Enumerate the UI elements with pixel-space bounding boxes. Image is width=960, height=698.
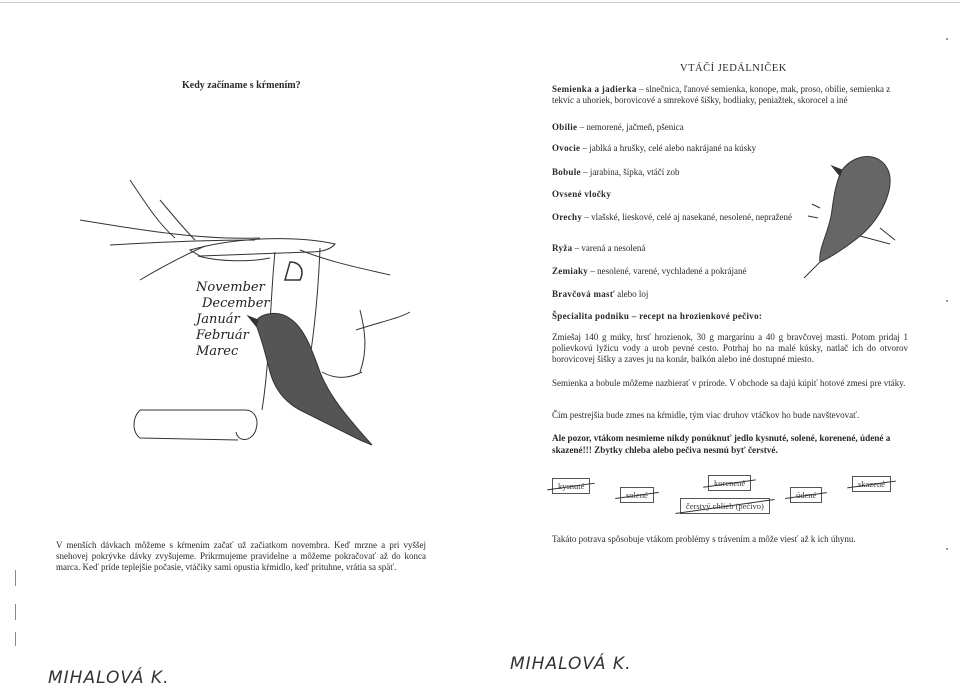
left-signature: MIHALOVÁ K. <box>48 668 170 688</box>
food-desc: alebo loj <box>614 289 649 299</box>
edge-speck <box>946 38 948 40</box>
forbidden-word: skazené <box>852 476 891 492</box>
menu-title: VTÁČÍ JEDÁLNIČEK <box>680 63 787 74</box>
forbidden-word: údené <box>790 487 822 503</box>
recipe-text: Zmiešaj 140 g múky, hrsť hrozienok, 30 g margarínu a 40 g bravčovej masti. Potom pridaj 1 polievkovú lyžicu vody a urob pevné cesto. Potrhaj ho na malé kúsky, natlač ich do otvorov borovicovej šišky a zaves ju na konár, balkón alebo iné dostupné miesto. <box>552 332 908 364</box>
edge-speck <box>946 300 948 302</box>
month-item: Január <box>196 312 240 327</box>
food-item-fruit <box>552 143 756 154</box>
consequence-text: Takáto potrava spôsobuje vtákom problémy s trávením a môže viesť až k ich úhynu. <box>552 534 856 544</box>
food-term: Obilie <box>552 122 578 132</box>
edge-mark <box>15 604 16 620</box>
edge-mark <box>15 632 16 646</box>
food-desc: – nesolené, varené, vychladené a pokrájané <box>588 266 747 276</box>
left-question-heading: Kedy začíname s kŕmením? <box>182 80 301 91</box>
recipe-title <box>552 311 762 322</box>
food-term: Bravčová masť <box>552 289 615 299</box>
forbidden-word: čerstvý chlieb (pečivo) <box>680 498 770 514</box>
food-desc: – varená a nesolená <box>572 243 646 253</box>
food-desc: – nemorené, jačmeň, pšenica <box>577 122 684 132</box>
month-item: Február <box>196 328 249 343</box>
food-item-rice <box>552 243 645 254</box>
food-item-grain <box>552 122 684 133</box>
food-desc: – slnečnica, ľanové semienka, konope, mak, proso, obilie, semienka z tekvíc a uhoriek, borovicové a smrekové šišky, bodliaky, peniažtek, skorocel a iné <box>552 84 891 105</box>
forbidden-word: kysnuté <box>552 478 590 494</box>
month-item: December <box>202 296 270 311</box>
variety-text: Čím pestrejšia bude zmes na kŕmidle, tým viac druhov vtáčkov ho bude navštevovať. <box>552 410 860 420</box>
food-item-nuts <box>552 212 802 223</box>
food-term: Zemiaky <box>552 266 589 276</box>
nature-text: Semienka a bobule môžeme nazbierať v prírode. V obchode sa dajú kúpiť hotové zmesi pre vtáky. <box>552 378 906 388</box>
forbidden-word: solené <box>620 487 654 503</box>
winter-feeding-text: V menších dávkach môžeme s kŕmením začať už začiatkom novembra. Keď mrzne a pri vyššej snehovej pokrývke dávky zvyšujeme. Prikrmujeme pravidelne a môžeme pokračovať až do konca marca. Keď príde teplejšie počasie, vtáčiky sami opustia kŕmidlo, keď prituhne, vrátia sa späť. <box>56 540 426 572</box>
right-signature: MIHALOVÁ K. <box>510 654 632 674</box>
forbidden-word: korenené <box>708 475 751 491</box>
food-item-potatoes <box>552 266 747 277</box>
food-term: Bobule <box>552 167 581 177</box>
food-desc: – jarabina, šípka, vtáčí zob <box>580 167 680 177</box>
food-item-seeds <box>552 84 912 106</box>
month-item: November <box>196 280 265 295</box>
food-desc: – jablká a hrušky, celé alebo nakrájané na kúsky <box>580 143 757 153</box>
food-item-berries <box>552 167 680 178</box>
food-term: Ovsené vločky <box>552 189 612 199</box>
month-list <box>196 280 276 360</box>
food-desc: – vlašské, lieskové, celé aj nasekané, nesolené, nepražené <box>582 212 793 222</box>
warning-text: Ale pozor, vtákom nesmieme nikdy ponúknuť jedlo kysnuté, solené, korenené, údené a skazené!!! Zbytky chleba alebo pečiva nesmú byť čerstvé. <box>552 433 891 455</box>
food-item-lard <box>552 289 648 300</box>
food-term: Ovocie <box>552 143 581 153</box>
edge-speck <box>946 548 948 550</box>
month-item: Marec <box>196 344 239 359</box>
food-term: Semienka a jadierka <box>552 84 637 94</box>
food-item-oats <box>552 189 611 200</box>
recipe-title-text: Špecialita podniku – recept na hrozienkové pečivo: <box>552 311 763 321</box>
food-term: Ryža <box>552 243 573 253</box>
food-term: Orechy <box>552 212 583 222</box>
edge-mark <box>15 570 16 586</box>
